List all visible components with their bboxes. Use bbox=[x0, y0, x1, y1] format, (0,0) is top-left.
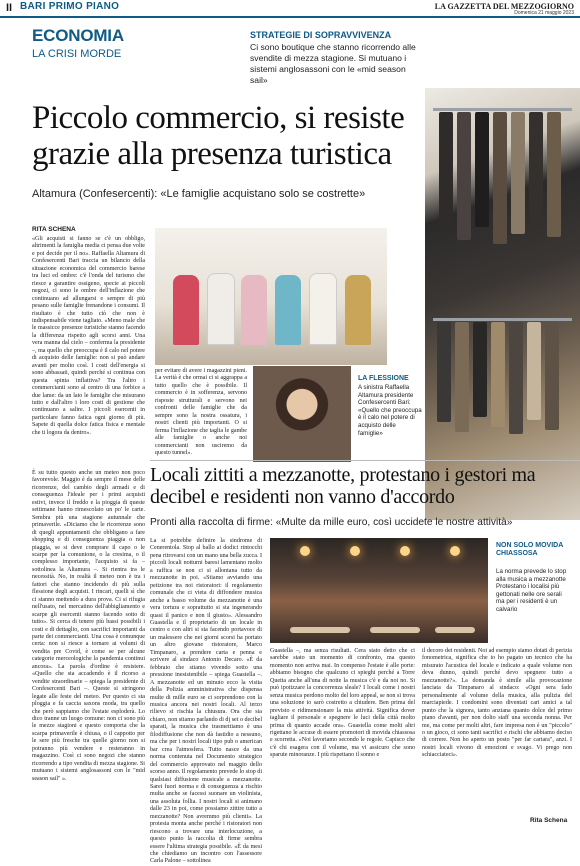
shop-window-photo bbox=[155, 228, 387, 365]
article-headline: Piccolo commercio, si resiste grazie alla presenza turistica bbox=[32, 100, 405, 172]
newspaper-masthead: LA GAZZETTA DEL MEZZOGIORNO bbox=[434, 2, 574, 11]
issue-date: Domenica 21 maggio 2023 bbox=[514, 10, 574, 16]
clothing-shop-photo bbox=[425, 88, 580, 520]
article-column: il decoro dei residenti. Noi ad esempio siamo dotati di perizia fonometrica, significa che io ho pagato un tecnico che ha misurato l'acustica del locale e indicato a quale volume non deva dunno, quindi perché devo spegnere tutto a mezzanotte?». La domanda è simile alla provocazione lanciata da Timpanaro al sindaco: «Ogni sera fado personalmente al volume della musica, alla pulizia del marciapiede. I condomini sono diventati cari amici a tal punto che la signora, tanto anziana quanto dolce del primo piano d'avanti, per non dolto staff una seconda nonna. Per me, ma come per molti altri, fare impresa non è un "piccolo" o un gioco, ci sono tanti sacrifici e rischi che abbiamo deciso di correre. Non ho aperto un posto "per far cartara", anzi. I nostri locali vivono di emozioni e svago. Vi prego non schiacciateci». bbox=[422, 648, 572, 759]
photo-caption-title: NON SOLO MOVIDA CHIASSOSA bbox=[496, 542, 564, 557]
section-divider bbox=[0, 16, 580, 18]
section-label: BARI PRIMO PIANO bbox=[20, 1, 120, 12]
kicker-text: Ci sono boutique che stanno ricorrendo alle svendite di mezza stagione. Si mutuano i sistemi anglosassoni con le «mid season sail» bbox=[250, 42, 416, 85]
second-article-subhead: Pronti alla raccolta di firme: «Multe da mille euro, così uccidete le nostre attività» bbox=[150, 517, 513, 528]
article-byline: RITA SCHENA bbox=[32, 226, 76, 233]
article-column: La si potrebbe definire la sindrome di Cenerentola. Stop al ballo ai dodici rintocchi pena ritrovarsi con un mano una bella zucca. I piccoli locali notturni baresi lamentano molto a raffica se non ci si allontana tutto da mezzanotte in poi. «Stiamo avviando una petizione tra noi ristoratori: il regolamento comunale che ci vieta di diffondere musica anche a basso volume da mezzanotte è una vera tortura e soprattutto si sta ingenerando quasi il panico e non il giusto». Alessandro Guastella e il proprietario di un locale in centro e con altri si sta facendo portavoce di un malessere che nei giorni scorsi ha portato un altro giovane ristoratore, Marco Timpanaro, a prendere carta e penna e scrivere al sindaco Antonio Decaro. «È da febbraio che stiamo vivendo sotto una pressione inesistenibile – spiega Guastella –. A mezzanotte ed un minuto ecco la visita della Polizia amministrativa che dispensa multe di mille euro se ci sorprendono con la musica ancora nei nostri locali. Al terzo rilievo si rischia la chiusura. Ora che sia chiaro, non stiamo parlando di dj set o decibel sparati, la musica che trasmettiamo è una filodiffusione che non dà fastidio a nessuno, ma che per i nostri locali tipo pub o american bar crea l'atmosfera. Tutto nasce da una norma contenuta nel Documento strategico del commercio approvato nel maggio dello scorso anno. Il regolamento prevede lo stop di qualsiasi diffusione musicale a mezzanotte. Sarei fuori norma e di conseguenza a rischio multa anche se facessi suonare un violinista, una assoluta follia. I nostri locali si animano dalle 23 in poi, come possiamo zittire tutto a mezzanotte? Non avremmo più clienti». La protesta monta anche perché i ristoratori non riescono a trovare una interlocuzione, a questo punto la raccolta di firme sembra essere l'ultima strategia possibile. «È da mesi che chiediamo un incontro con l'assessore Carla Palone – sottolinea bbox=[150, 538, 262, 865]
kicker-title: STRATEGIE DI SOPRAVVIVENZA bbox=[250, 30, 392, 40]
article-column: per evitare di avere i magazzini pieni. La verità è che ormai ci si aggrappa a tutto quello che è possibile. Il commercio è in sofferenza, servono risposte strutturali e servono nei confronti delle famiglie che da sempre sono la nostra ossatura, i nostri clienti più importanti. O si ferma l'inflazione che taglia le gambe alle famiglie o anche noi commercianti non usciremo da questo tunnel». bbox=[155, 368, 247, 456]
article-divider bbox=[150, 460, 580, 461]
article-byline: Rita Schena bbox=[530, 817, 568, 824]
photo-caption: A sinistra Raffaella Altamura presidente Confesercenti Bari: «Quello che preoccupa è il calo nel potere di acquisto delle famiglie» bbox=[358, 384, 422, 437]
rubric-title: ECONOMIA bbox=[32, 26, 124, 45]
photo-caption-title: LA FLESSIONE bbox=[358, 375, 409, 382]
rubric-subtitle: LA CRISI MORDE bbox=[32, 48, 122, 60]
article-column: «Gli acquisti si fanno se c'è un obbligo, altrimenti la famiglia media ci pensa due volte e poi decide per il no». Raffaella Altamura di Confesercenti Bari traccia un bilancio della situazione economica del commercio barese tra luci ed ombre: c'è l'onda del turismo che riesce a garantire ossigeno, specie ai piccoli negozi, ci sono le ombre dell'inflazione che continuano ad allungarsi e sempre di più pesano sulle famiglie frenandone i consumi. Il risultato è che tutto ciò che non è indispensabile viene tagliato. «Meno male che le massicce presenze turistiche stanno facendo la differenza rispetto agli scorsi anni. Una vera manna dal cielo – conferma la presidente –, ma quello che preoccupa è il calo nel potere di acquisto delle famiglie: non si può andare avanti per molto così. I costi dell'energia si sono abbassati, quindi perché si continua con questa spinta inflattiva? Tra l'altro i commercianti sono al centro di una forbice a due lame: da un lato le famiglie che misurano tutto e dall'altro i loro costi di gestione che continuano a salire. I piccoli esercenti in particolare fanno fatica ogni giorno di più. Sapete di quella dolce fatica fisica e mentale che ti logora da dentro». bbox=[32, 236, 145, 436]
article-column: È su tutto questo anche un meteo non poco favorevole. Maggio è da sempre il mese delle ricorrenze, del cambio degli armadi e di conseguenza l'ideale per i primi acquisti estivi, invece il freddo e la pioggia di queste settimane hanno rimescolato un po' le carte. Sembra più una stagione autunnale che primaverile. «Diciamo che le ricorrenze sono di quegli appuntamenti che obbligano a fare shopping e di conseguenza piaggia o non piaggia, se si deve comprare il capo o le scarpe per la comunione, o la cresima, o il complesso importante, l'acquisto si fa – sottolinea la Altamura –. Si rientra tra le necessità. No, in realtà il meteo non è tra i fattori che stanno incidendo di più sulla flessione degli acquisti. I rincari, quelli sì che ci stanno mettendo a dura prova. Ci si rifugia nell'usato, nel mercatino dell'abbigliamento e scarpe gli esercenti stanno facendo sotto di tutto». Si cerca di tenere più bassi possibili i costi e di dettaglio, con sacrifici importanti da parte dei commercianti. Una cosa è comunque certa: non si riesce a tornare ai volumi di vendita pre Covid, è come se per alcune categorie merceologiche la pandemia continui ancora». La parola d'ordine è resistere. «Quello che sta accadendo è il ricorso a vendite straordinarie – spiega la presidente di Confesercenti Bari –. Queste si stringono legate alle feste del meteo. Per questo ci sta ploggia e fa caccia saxons moda, tra quello che però sappiamo che l'estate esploderà. Lo dico tranne un luogo comune: non ci sono più le mezze stagioni e questo comporta che la scarpa primaverile è chiusa, o il cappotto per le sere più fresche tra quelle giorno non si potranno più vendere e resteranno in magazzino. Così ci sono negozi che stanno ricorrendo a tipo vendita di mezza stagione. Si mutuano i sistemi anglosassoni con le "mid season sail" ». bbox=[32, 470, 145, 782]
second-article-headline: Locali zittiti a mezzanotte, protestano i gestori ma decibel e residenti non vanno d'accordo bbox=[150, 464, 536, 508]
article-column: Guastella –, ma senza risultati. Cera stato detto che ci sarebbe stato un momento di confronto, ma questo momento non arriva mai. In compenso l'estate è alle porte: abbiamo bisogno che qualcuno ci spieghi perché a Torre Quetta anche all'una di notte la musica c'è e da noi no. Si può ipotizzare la concorrenza sleale? I locali come i nostri senza musica perdono molto del loro appeal, se non si trova una soluzione io sarò costretto a chiudere. Ben prima del previsto e ridimensionare la mia attività. Significa dover tagliare il personale e spegnere le luci della città molto prima di quanto accade ora». Guastella come molti altri rigettano le accuse di essere promotori di movida chiassosa e scorretta. «Noi lavoriamo secondo le regole. Capisco che c'è chi esagera con il volume, ma vi assicuro che sono sparute minoranze. I più rispettano il sonno e bbox=[270, 648, 415, 759]
photo-caption: La norma prevede lo stop alla musica a mezzanotte Protestano i localisi più gettonati nelle ore serali ma per i residenti è un calvario bbox=[496, 568, 567, 613]
bar-interior-photo bbox=[270, 538, 488, 643]
page-number: II bbox=[6, 2, 13, 14]
portrait-photo bbox=[253, 366, 351, 462]
article-subhead: Altamura (Confesercenti): «Le famiglie acquistano solo se costrette» bbox=[32, 188, 366, 200]
